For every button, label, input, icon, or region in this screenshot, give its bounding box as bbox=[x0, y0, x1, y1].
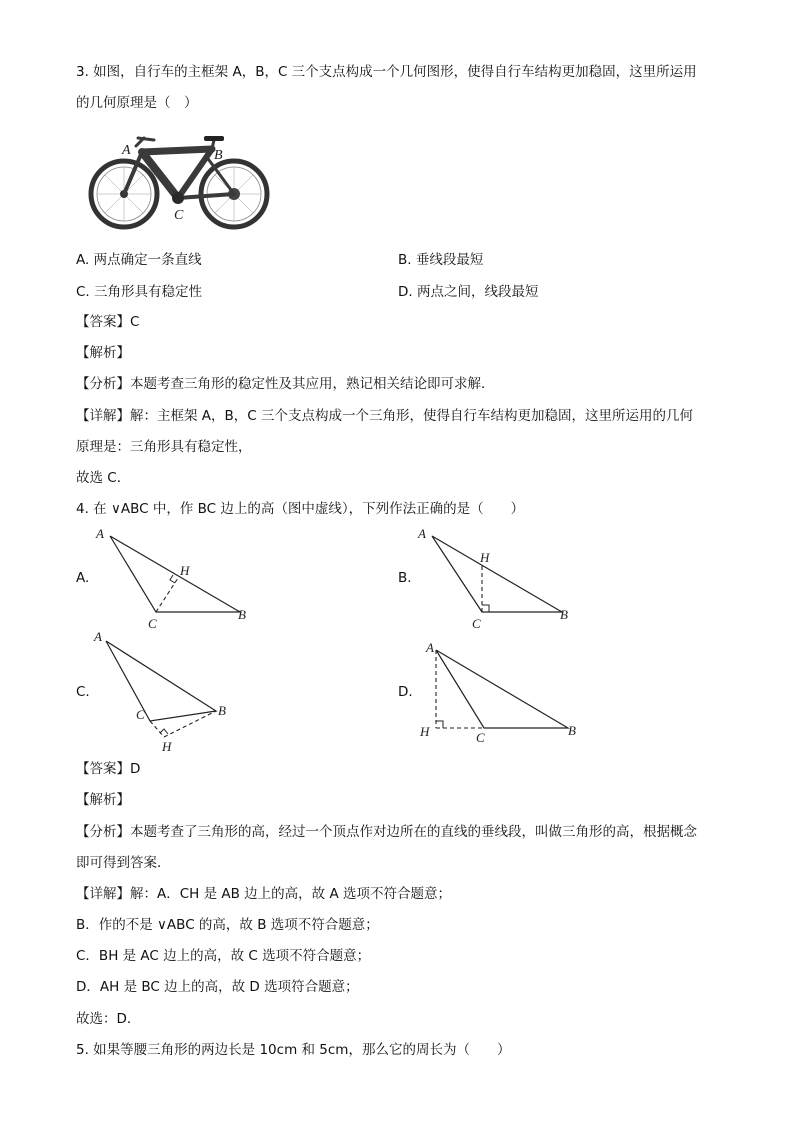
fig-d-label-a: A bbox=[426, 640, 434, 655]
fig-b-label-c: C bbox=[472, 616, 481, 631]
q4-answer: 【答案】D bbox=[76, 761, 141, 777]
q4-figure-d bbox=[412, 632, 592, 756]
q3-option-c: C. 三角形具有稳定性 bbox=[76, 284, 203, 300]
q3-fenxi: 【分析】本题考查三角形的稳定性及其应用，熟记相关结论即可求解． bbox=[76, 376, 495, 392]
q5-stem: 5. 如果等腰三角形的两边长是 10cm 和 5cm，那么它的周长为（ ） bbox=[76, 1042, 511, 1058]
fig-a-label-c: C bbox=[148, 616, 157, 631]
q4-figure-a bbox=[90, 520, 260, 639]
q4-detail-a: 【详解】解：A．CH 是 AB 边上的高，故 A 选项不符合题意； bbox=[76, 886, 452, 902]
q3-detail-line1: 【详解】解：主框架 A，B，C 三个支点构成一个三角形，使得自行车结构更加稳固，这里所运用的几何 bbox=[76, 408, 694, 424]
fig-c-label-h: H bbox=[162, 739, 172, 754]
q3-option-b: B. 垂线段最短 bbox=[398, 252, 484, 268]
q3-stem-line1: 3. 如图，自行车的主框架 A，B，C 三个支点构成一个几何图形，使得自行车结构更加稳固，这里所运用 bbox=[76, 64, 697, 80]
fig-c-label-b: B bbox=[218, 703, 226, 718]
q4-fenxi-line2: 即可得到答案． bbox=[76, 855, 171, 871]
fig-b-label-a: A bbox=[418, 526, 426, 541]
q3-detail-line2: 原理是：三角形具有稳定性， bbox=[76, 439, 252, 455]
q4-stem: 4. 在 ∨ABC 中，作 BC 边上的高（图中虚线），下列作法正确的是（ ） bbox=[76, 501, 525, 517]
fig-c-label-a: A bbox=[94, 629, 102, 644]
fig-c-label-c: C bbox=[136, 707, 145, 722]
q4-detail-d: D．AH 是 BC 边上的高，故 D 选项符合题意； bbox=[76, 979, 359, 995]
q4-detail-b: B．作的不是 ∨ABC 的高，故 B 选项不符合题意； bbox=[76, 917, 379, 933]
fig-a-label-a: A bbox=[96, 526, 104, 541]
q3-option-d: D. 两点之间，线段最短 bbox=[398, 284, 539, 300]
q4-option-d-label: D. bbox=[398, 684, 413, 700]
q4-conclusion: 故选：D． bbox=[76, 1011, 141, 1027]
q4-option-a-label: A. bbox=[76, 570, 90, 586]
q3-stem-line2: 的几何原理是（ ） bbox=[76, 95, 198, 111]
fig-d-label-b: B bbox=[568, 723, 576, 738]
fig-d-label-h: H bbox=[420, 724, 430, 739]
bike-label-a: A bbox=[122, 143, 131, 158]
q4-figure-c bbox=[90, 625, 250, 759]
q4-option-c-label: C. bbox=[76, 684, 90, 700]
fig-a-label-b: B bbox=[238, 607, 246, 622]
bicycle-image bbox=[86, 134, 278, 234]
q3-analysis-title: 【解析】 bbox=[76, 345, 130, 361]
bike-label-b: B bbox=[214, 148, 223, 163]
q4-analysis-title: 【解析】 bbox=[76, 792, 130, 808]
fig-b-label-h: H bbox=[480, 550, 490, 565]
q4-detail-c: C．BH 是 AC 边上的高，故 C 选项不符合题意； bbox=[76, 948, 371, 964]
q4-option-b-label: B. bbox=[398, 570, 412, 586]
q4-fenxi-line1: 【分析】本题考查了三角形的高，经过一个顶点作对边所在的直线的垂线段，叫做三角形的高，根据概念 bbox=[76, 824, 697, 840]
q3-option-a: A. 两点确定一条直线 bbox=[76, 252, 202, 268]
fig-b-label-b: B bbox=[560, 607, 568, 622]
bike-label-c: C bbox=[174, 208, 184, 223]
q3-answer: 【答案】C bbox=[76, 314, 140, 330]
fig-a-label-h: H bbox=[180, 563, 190, 578]
q3-conclusion: 故选 C． bbox=[76, 470, 131, 486]
q4-figure-b bbox=[412, 520, 582, 639]
fig-d-label-c: C bbox=[476, 730, 485, 745]
